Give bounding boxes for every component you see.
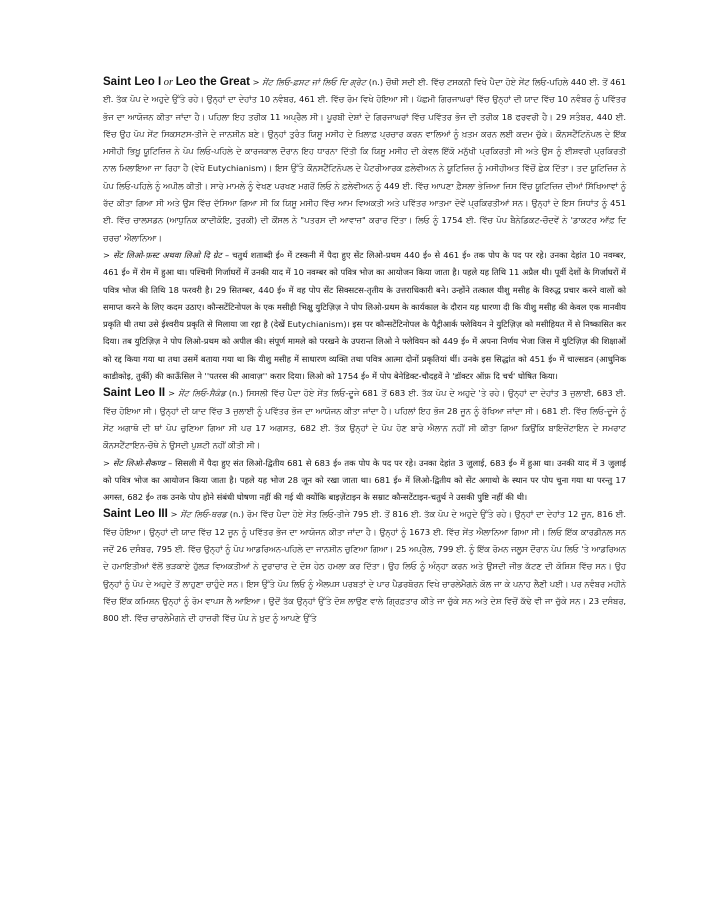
entry-leo-ii-hindi	[103, 455, 626, 507]
entry-leo-i-hindi	[103, 247, 626, 385]
entry-or-word: or	[163, 77, 174, 88]
entry-transliteration: > ਸੇਂਟ ਲਿਓ-ਫ਼ਸਟ ਜਾਂ ਲਿਓ ਦਿ ਗ੍ਰੇਟ	[252, 77, 369, 87]
entry-definition: – चतुर्थ शताब्दी ई० में टस्कनी में पैदा हुए सेंट लिओ-प्रथम 440 ई० से 461 ई० तक पोप के पद पर रहे। उनका देहांत 10 नवम्बर, 461 ई० में रोम में हुआ था। पश्चिमी गिर्जाघरों में उनकी याद में 10 नवम्बर को पवित्र भोज का आयोजन किया जाता है। पहले यह तिथि 11 अप्रैल थी। पूर्वी देशों के गिर्जाघरों में पवित्र भोज की तिथि 18 फरवरी है। 29 सितम्बर, 440 ई० में वह पोप सेंट सिक्सटस-तृतीय के उत्तराधिकारी बने। उन्होंने तत्काल यीशु मसीह के विरुद्ध प्रचार करने वालों को समाप्त करने के लिए कदम उठाए। कौन्सटेंटिनोपल के एक मसीही भिक्षु युटिज़िज़ ने पोप लिओ-प्रथम के कार्यकाल के दौरान यह धारणा दी कि यीशु मसीह की केवल एक मानवीय प्रकृति थी तथा उसे ईश्वरीय प्रकृति से मिलाया जा रहा है (देखें Eutychianism)। इस पर कौन्सटेंटिनोपल के पैट्रीआर्क फ्लेवियन ने युटिज़िज़ को मसीहियत में से निष्कासित कर दिया। तब युटिज़िज़ ने पोप लिओ-प्रथम को अपील की। संपूर्ण मामले को परखने के उपरान्त लिओ ने फ्लेवियन को 449 ई० में अपना निर्णय भेजा जिस में युटिज़िज़ की शिक्षाओं को रद्द किया गया था तथा उसमें बताया गया था कि यीशु मसीह में साधारण व्यक्ति तथा पवित्र आत्मा दोनों प्रकृतियां थीं। उनके इस सिद्धांत को 451 ई० में चाल्सडन (आधुनिक काडीकोइ, तुर्की) की काऊँसिल ने ''पतरस की आवाज़'' करार दिया। लिओ को 1754 ई० में पोप बेनेडिक्ट-चौदहवें ने 'डॉक्टर ऑफ़ दि चर्च' घोषित किया।	[103, 249, 626, 382]
dictionary-page	[103, 74, 626, 628]
entry-definition: – सिसली में पैदा हुए संत लिओ-द्वितीय 681 से 683 ई० तक पोप के पद पर रहे। उनका देहांत 3 जुलाई, 683 ई० में हुआ था। उनकी याद में 3 जुलाई को पवित्र भोज का आयोजन किया जाता है। पहले यह भोज 28 जून को रखा जाता था। 681 ई० में लिओ-द्वितीय को सेंट अगाथो के स्थान पर पोप चुना गया था परन्तु 17 अगस्त, 682 ई० तक उनके पोप होने संबंधी घोषणा नहीं की गई थी क्योंकि बाइज़ेंटाइन के सम्राट कौन्सटेंटाइन-चतुर्थ ने उसकी पुष्टि नहीं की थी।	[103, 457, 626, 503]
entry-definition: (n.) ਚੌਥੀ ਸਦੀ ਈ. ਵਿੱਚ ਟਸਕਨੀ ਵਿਖੇ ਪੈਦਾ ਹੋਏ ਸੇਂਟ ਲਿਓ-ਪਹਿਲੇ 440 ਈ. ਤੋਂ 461 ਈ. ਤੱਕ ਪੋਪ ਦੇ ਅਹੁਦੇ ਉੱਤੇ ਰਹੇ। ਉਨ੍ਹਾਂ ਦਾ ਦੇਹਾਂਤ 10 ਨਵੰਬਰ, 461 ਈ. ਵਿੱਚ ਰੋਮ ਵਿਖੇ ਹੋਇਆ ਸੀ। ਪੱਛਮੀ ਗਿਰਜਾਘਰਾਂ ਵਿੱਚ ਉਨ੍ਹਾਂ ਦੀ ਯਾਦ ਵਿੱਚ 10 ਨਵੰਬਰ ਨੂੰ ਪਵਿੱਤਰ ਭੋਜ ਦਾ ਆਯੋਜਨ ਕੀਤਾ ਜਾਂਦਾ ਹੈ। ਪਹਿਲਾ ਇਹ ਤਰੀਕ 11 ਅਪ੍ਰੈਲ ਸੀ। ਪੂਰਬੀ ਦੇਸ਼ਾਂ ਦੇ ਗਿਰਜਾਘਰਾਂ ਵਿੱਚ ਪਵਿੱਤਰ ਭੋਜ ਦੀ ਤਰੀਕ 18 ਫਰਵਰੀ ਹੈ। 29 ਸਤੰਬਰ, 440 ਈ. ਵਿੱਚ ਉਹ ਪੋਪ ਸੇਂਟ ਸਿਕਸਟਸ-ਤੀਜੇ ਦੇ ਜਾਨਸ਼ੀਨ ਬਣੇ। ਉਨ੍ਹਾਂ ਤੁਰੰਤ ਯਿਸੂ ਮਸੀਹ ਦੇ ਖ਼ਿਲਾਫ਼ ਪ੍ਰਚਾਰ ਕਰਨ ਵਾਲਿਆਂ ਨੂੰ ਖ਼ਤਮ ਕਰਨ ਲਈ ਕਦਮ ਚੁੱਕੇ। ਕੌਨਸਟੈਂਟਿਨੋਪਲ ਦੇ ਇੱਕ ਮਸੀਹੀ ਭਿਖ਼ੂ ਯੂਟਿਜ਼ਿਜ਼ ਨੇ ਪੋਪ ਲਿਓ-ਪਹਿਲੇ ਦੇ ਕਾਰਜਕਾਲ ਦੌਰਾਨ ਇਹ ਧਾਰਨਾ ਦਿੱਤੀ ਕਿ ਯਿਸੂ ਮਸੀਹ ਦੀ ਕੇਵਲ ਇੱਕੋ ਮਨੁੱਖੀ ਪ੍ਰਕਿਰਤੀ ਸੀ ਅਤੇ ਉਸ ਨੂੰ ਈਸ਼ਵਰੀ ਪ੍ਰਕਿਰਤੀ ਨਾਲ ਮਿਲਾਇਆ ਜਾ ਰਿਹਾ ਹੈ (ਵੇਖੋ Eutychianism)। ਇਸ ਉੱਤੇ ਕੌਨਸਟੈਂਟਿਨੋਪਲ ਦੇ ਪੈਟਰੀਆਰਕ ਫ਼ਲੇਵੀਅਨ ਨੇ ਯੂਟਿਜ਼ਿਜ਼ ਨੂੰ ਮਸੀਹੀਅਤ ਵਿੱਚੋਂ ਛੇਕ ਦਿੱਤਾ। ਤਦ ਯੂਟਿਜ਼ਿਜ਼ ਨੇ ਪੋਪ ਲਿਓ-ਪਹਿਲੇ ਨੂੰ ਅਪੀਲ ਕੀਤੀ। ਸਾਰੇ ਮਾਮਲੇ ਨੂੰ ਵੇਖਣ ਪਰਖਣ ਮਗਰੋਂ ਲਿਓ ਨੇ ਫ਼ਲੇਵੀਅਨ ਨੂੰ 449 ਈ. ਵਿੱਚ ਆਪਣਾ ਫ਼ੈਸਲਾ ਭੇਜਿਆ ਜਿਸ ਵਿੱਚ ਯੂਟਿਜ਼ਿਜ਼ ਦੀਆਂ ਸਿੱਖਿਆਵਾਂ ਨੂੰ ਰੱਦ ਕੀਤਾ ਗਿਆ ਸੀ ਅਤੇ ਉਸ ਵਿੱਚ ਦੱਸਿਆ ਗਿਆ ਸੀ ਕਿ ਯਿਸੂ ਮਸੀਹ ਵਿੱਚ ਆਮ ਵਿਅਕਤੀ ਅਤੇ ਪਵਿੱਤਰ ਆਤਮਾ ਦੋਵੇਂ ਪ੍ਰਕਿਰਤੀਆਂ ਸਨ। ਉਨ੍ਹਾਂ ਦੇ ਇਸ ਸਿਧਾਂਤ ਨੂੰ 451 ਈ. ਵਿੱਚ ਚਾਲਸਡਨ (ਆਧੁਨਿਕ ਕਾਦੀਕੋਇ, ਤੁਰਕੀ) ਦੀ ਕੌਂਸਲ ਨੇ "ਪਤਰਸ ਦੀ ਆਵਾਜ਼" ਕਰਾਰ ਦਿੱਤਾ। ਲਿਓ ਨੂੰ 1754 ਈ. ਵਿੱਚ ਪੋਪ ਬੈਨੇਡਿਕਟ-ਚੌਦਵੇਂ ਨੇ 'ਡਾਕਟਰ ਆੱਫ਼ ਦਿ ਚਰਚ' ਐਲਾਨਿਆ।	[103, 77, 626, 243]
entry-leo-i-punjabi	[103, 74, 626, 247]
entry-transliteration: > ਸੇਂਟ ਲਿਓ-ਸੈਕੰਡ	[168, 388, 229, 399]
entry-transliteration: > सेंट लिओ-सैकण्ड	[103, 457, 169, 468]
entry-alt-headword: Leo the Great	[175, 76, 250, 88]
entry-transliteration: > ਸੇਂਟ ਲਿਓ-ਥਰਡ	[170, 509, 230, 520]
entry-headword: Saint Leo I	[103, 76, 162, 88]
entry-leo-ii-punjabi	[103, 385, 626, 454]
entry-transliteration: > सेंट लिओ-फ़स्ट अथवा लिओ दि ग्रेट	[103, 249, 225, 260]
entry-definition: (n.) ਸਿਸਲੀ ਵਿੱਚ ਪੈਦਾ ਹੋਏ ਸੇਂਤ ਲਿਓ-ਦੂਜੇ 681 ਤੋਂ 683 ਈ. ਤੱਕ ਪੋਪ ਦੇ ਅਹੁਦੇ 'ਤੇ ਰਹੇ। ਉਨ੍ਹਾਂ ਦਾ ਦੇਹਾਂਤ 3 ਜੁਲਾਈ, 683 ਈ. ਵਿੱਚ ਹੋਇਆ ਸੀ। ਉਨ੍ਹਾਂ ਦੀ ਯਾਦ ਵਿੱਚ 3 ਜੁਲਾਈ ਨੂੰ ਪਵਿੱਤਰ ਭੋਜ ਦਾ ਆਯੋਜਨ ਕੀਤਾ ਜਾਂਦਾ ਹੈ। ਪਹਿਲਾਂ ਇਹ ਭੋਜ 28 ਜੂਨ ਨੂੰ ਰੱਖਿਆ ਜਾਂਦਾ ਸੀ। 681 ਈ. ਵਿੱਚ ਲਿਓ-ਦੂਜੇ ਨੂੰ ਸੇਂਟ ਅਗਾਥੋ ਦੀ ਥਾਂ ਪੋਪ ਚੁਣਿਆ ਗਿਆ ਸੀ ਪਰ 17 ਅਗਸਤ, 682 ਈ. ਤੱਕ ਉਨ੍ਹਾਂ ਦੇ ਪੋਪ ਹੋਣ ਬਾਰੇ ਐਲਾਨ ਨਹੀਂ ਸੀ ਕੀਤਾ ਗਿਆ ਕਿਉਂਕਿ ਬਾਇਜ਼ੇਂਟਾਇਨ ਦੇ ਸਮਰਾਟ ਕੌਨਸਟੈਂਟਾਇਨ-ਚੌਥੇ ਨੇ ਉਸਦੀ ਪੁਸ਼ਟੀ ਨਹੀਂ ਕੀਤੀ ਸੀ।	[103, 388, 626, 451]
entry-headword: Saint Leo II	[103, 387, 166, 400]
entry-headword: Saint Leo III	[103, 508, 168, 521]
entry-definition: (n.) ਰੋਮ ਵਿੱਚ ਪੈਦਾ ਹੋਏ ਸੇਂਤ ਲਿਓ-ਤੀਜੇ 795 ਈ. ਤੋਂ 816 ਈ. ਤੱਕ ਪੋਪ ਦੇ ਅਹੁਦੇ ਉੱਤੇ ਰਹੇ। ਉਨ੍ਹਾਂ ਦਾ ਦੇਹਾਂਤ 12 ਜੂਨ, 816 ਈ. ਵਿੱਚ ਹੋਇਆ। ਉਨ੍ਹਾਂ ਦੀ ਯਾਦ ਵਿੱਚ 12 ਜੂਨ ਨੂੰ ਪਵਿੱਤਰ ਭੋਜ ਦਾ ਆਯੋਜਨ ਕੀਤਾ ਜਾਂਦਾ ਹੈ। ਉਨ੍ਹਾਂ ਨੂੰ 1673 ਈ. ਵਿੱਚ ਸੇਂਤ ਐਲਾਨਿਆ ਗਿਆ ਸੀ। ਲਿਓ ਇੱਕ ਕਾਰਡੀਨਲ ਸਨ ਜਦੋਂ 26 ਦਸੰਬਰ, 795 ਈ. ਵਿੱਚ ਉਨ੍ਹਾਂ ਨੂੰ ਪੋਪ ਆਡਰਿਅਨ-ਪਹਿਲੇ ਦਾ ਜਾਨਸ਼ੀਨ ਚੁਣਿਆ ਗਿਆ। 25 ਅਪ੍ਰੈਲ, 799 ਈ. ਨੂੰ ਇੱਕ ਰੋਮਨ ਜਲੂਸ ਦੌਰਾਨ ਪੋਪ ਲਿਓ 'ਤੇ ਆਡਰਿਅਨ ਦੇ ਹਮਾਇਤੀਆਂ ਵੱਲੋਂ ਭੜਕਾਏ ਹੁੱਲੜ ਵਿਅਕਤੀਆਂ ਨੇ ਦੁਰਾਚਾਰ ਦੇ ਦੋਸ਼ ਹੇਠ ਹਮਲਾ ਕਰ ਦਿੱਤਾ। ਉਹ ਲਿਓ ਨੂੰ ਅੰਨ੍ਹਾ ਕਰਨ ਅਤੇ ਉਸਦੀ ਜੀਭ ਕੱਟਣ ਦੀ ਕੋਸ਼ਿਸ਼ ਵਿੱਚ ਸਨ। ਉਹ ਉਨ੍ਹਾਂ ਨੂੰ ਪੋਪ ਦੇ ਅਹੁਦੇ ਤੋਂ ਲਾਹੁਣਾ ਚਾਹੁੰਦੇ ਸਨ। ਇਸ ਉੱਤੇ ਪੋਪ ਲਿਓ ਨੂੰ ਐਲਪਸ ਪਰਬਤਾਂ ਦੇ ਪਾਰ ਪੈਡਰਬੋਰਨ ਵਿਖੇ ਚਾਰਲੇਮੈਗਨੇ ਕੋਲ ਜਾ ਕੇ ਪਨਾਹ ਲੈਣੀ ਪਈ। ਪਰ ਨਵੰਬਰ ਮਹੀਨੇ ਵਿੱਚ ਇੱਕ ਕਮਿਸ਼ਨ ਉਨ੍ਹਾਂ ਨੂੰ ਰੋਮ ਵਾਪਸ ਲੈ ਆਇਆ। ਉਦੋਂ ਤੱਕ ਉਨ੍ਹਾਂ ਉੱਤੇ ਦੋਸ਼ ਲਾਉਣ ਵਾਲੇ ਗ੍ਰਿਫ਼ਤਾਰ ਕੀਤੇ ਜਾ ਚੁੱਕੇ ਸਨ ਅਤੇ ਦੇਸ਼ ਵਿਚੋਂ ਕੱਢੇ ਵੀ ਜਾ ਚੁੱਕੇ ਸਨ। 23 ਦਸੰਬਰ, 800 ਈ. ਵਿੱਚ ਚਾਰਲੇਮੈਗਨੇ ਦੀ ਹਾਜ਼ਰੀ ਵਿੱਚ ਪੋਪ ਨੇ ਖ਼ੁਦ ਨੂੰ ਆਪਣੇ ਉੱਤੇ	[103, 509, 626, 624]
entry-leo-iii-punjabi	[103, 506, 626, 627]
